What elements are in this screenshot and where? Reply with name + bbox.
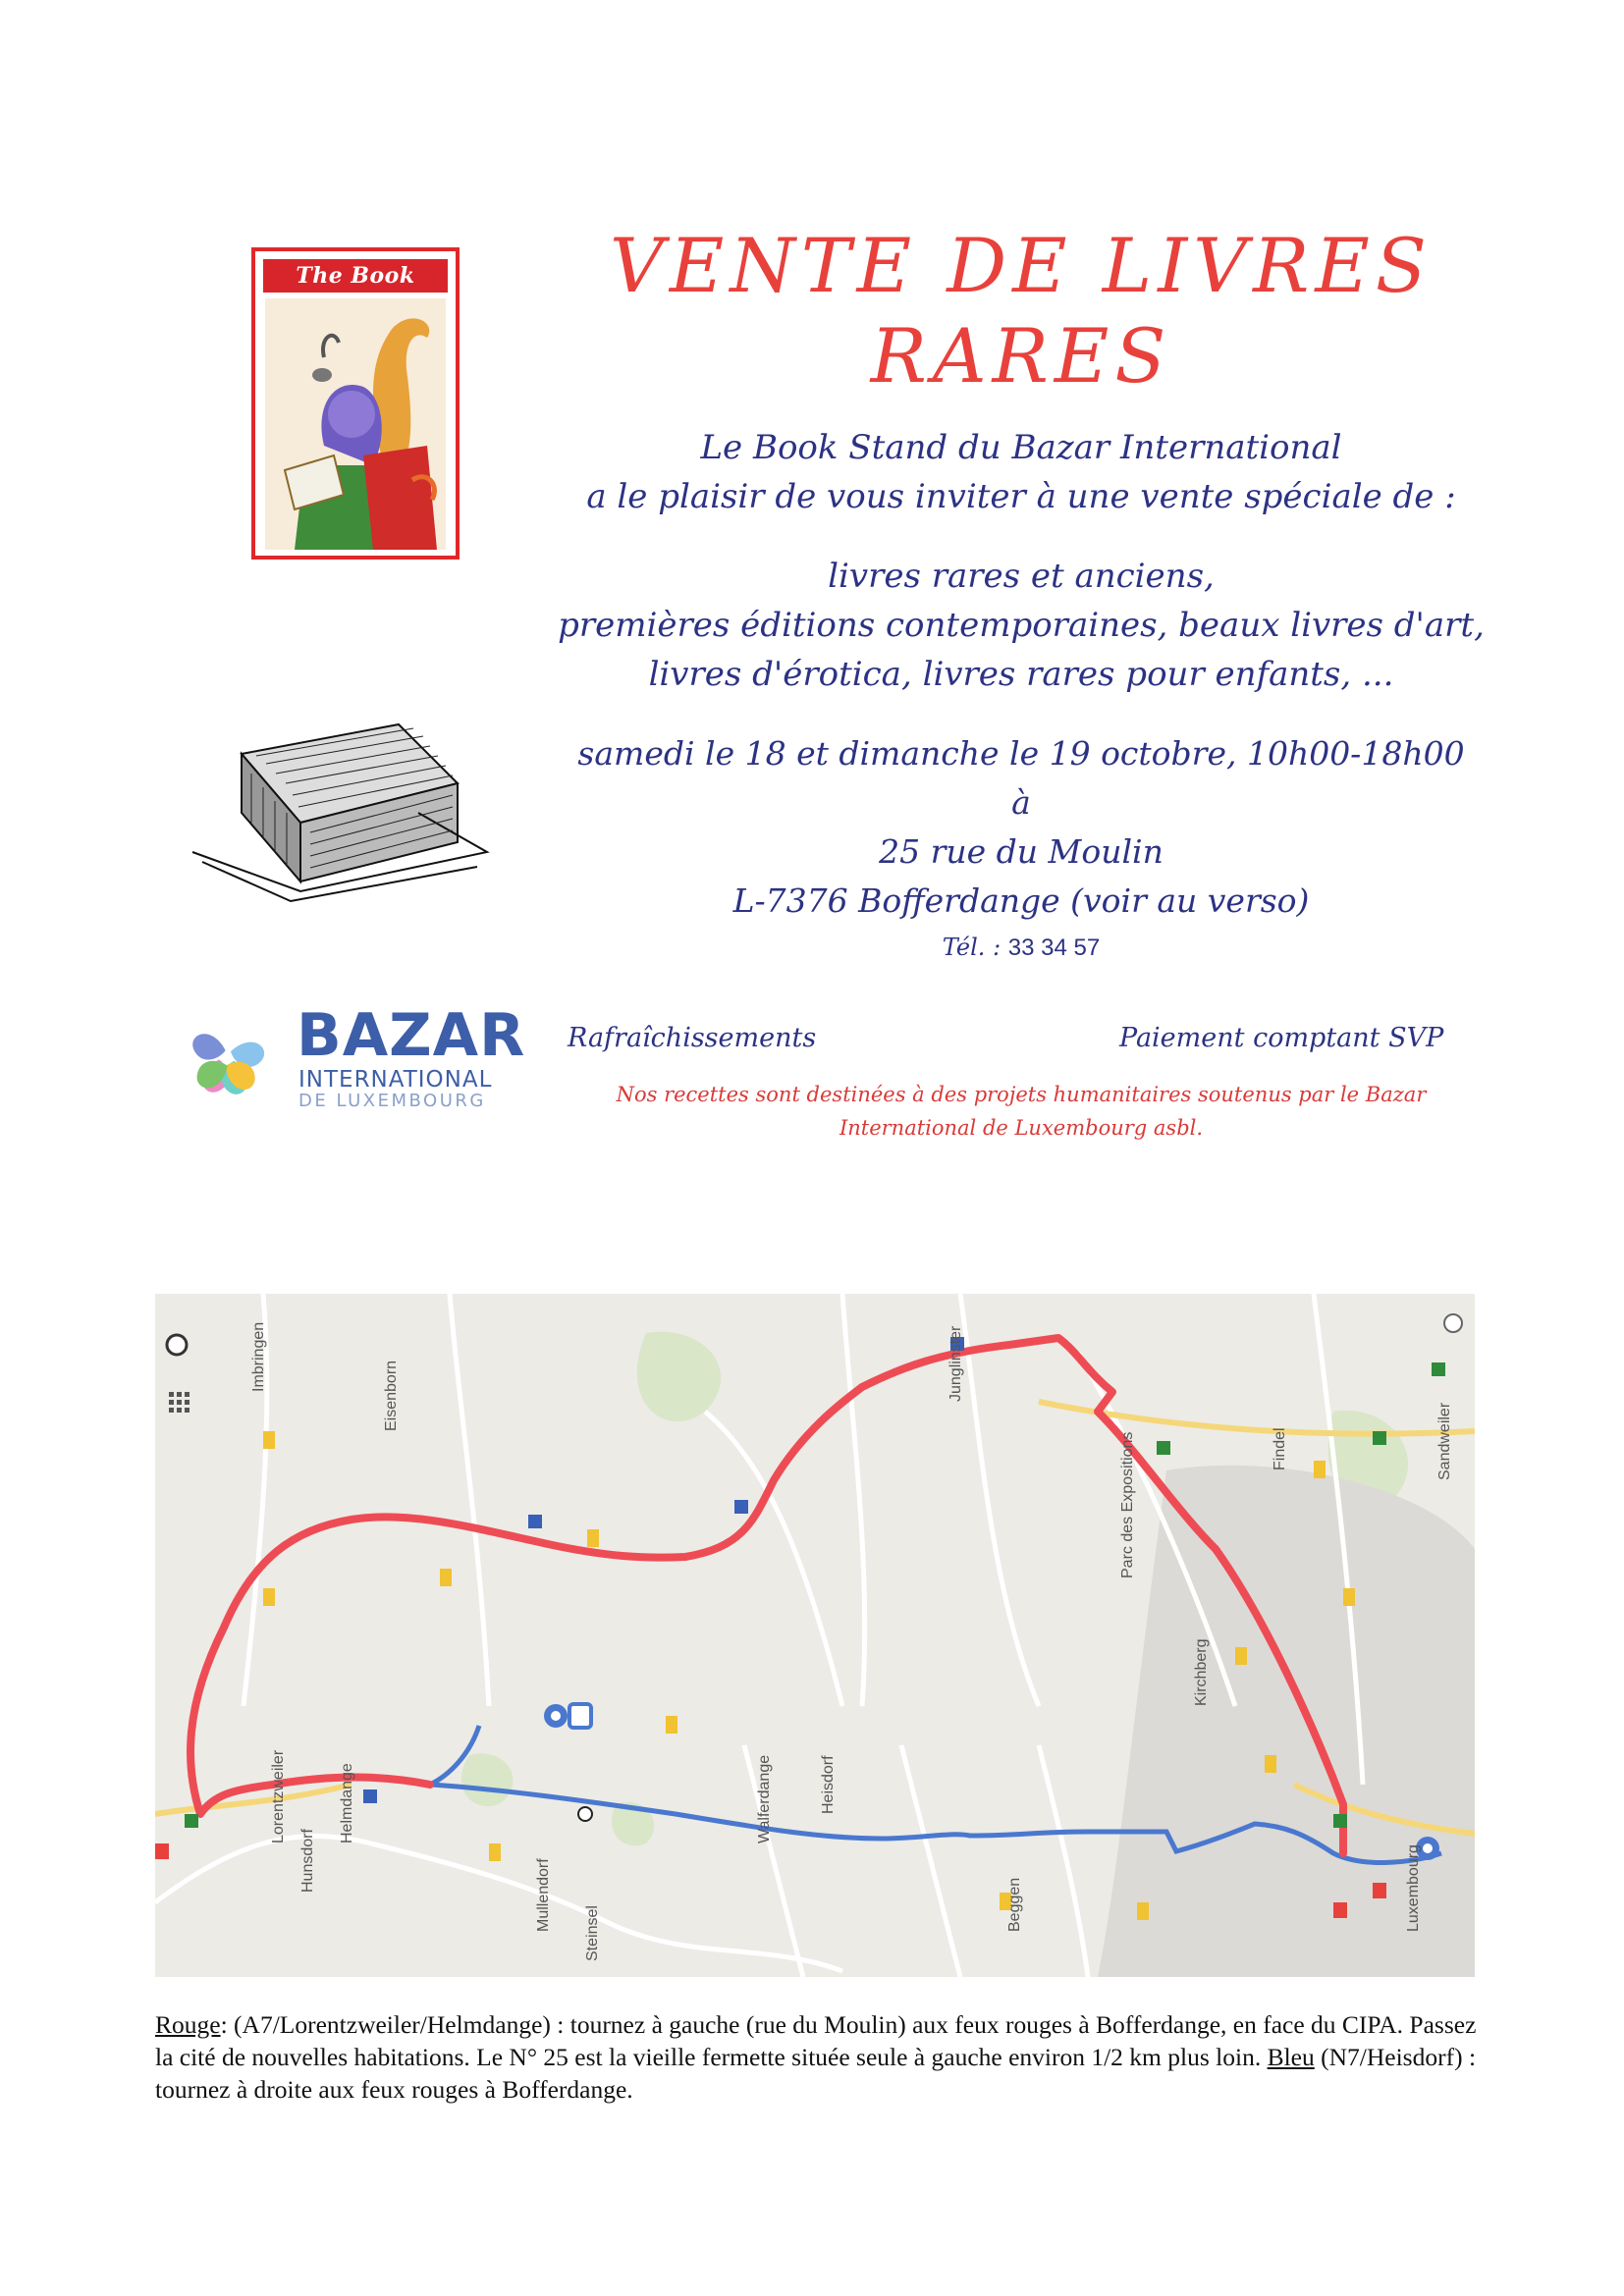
event-street: 25 rue du Moulin bbox=[879, 832, 1164, 871]
category-line-2: premières éditions contemporaines, beaux livres d'art, bbox=[558, 606, 1485, 645]
hearts-flower-icon bbox=[163, 999, 291, 1117]
directions-rouge-label: Rouge bbox=[155, 2010, 221, 2039]
map-label-steinsel: Steinsel bbox=[584, 1905, 601, 1961]
bazar-international-logo bbox=[163, 999, 526, 1117]
event-date: samedi le 18 et dimanche le 19 octobre, 10h00-18h00 bbox=[577, 734, 1465, 773]
bazar-logo-subtitle-2: DE LUXEMBOURG bbox=[298, 1091, 486, 1111]
payment-note: Paiement comptant SVP bbox=[1119, 1023, 1444, 1053]
directions-bleu-text: (N7/Heisdorf) : tournez à droite aux feux rouges à Bofferdange. bbox=[155, 2043, 1477, 2104]
event-at: à bbox=[1011, 783, 1031, 822]
map-label-findel: Findel bbox=[1272, 1427, 1288, 1470]
map-label-luxembourg: Luxembourg bbox=[1405, 1844, 1422, 1932]
map-label-hunsdorf: Hunsdorf bbox=[299, 1829, 316, 1893]
invitation-line-1: Le Book Stand du Bazar International bbox=[700, 428, 1342, 467]
jester-reading-illustration bbox=[265, 298, 446, 550]
directions-bleu-label: Bleu bbox=[1267, 2043, 1315, 2071]
invitation-line-2: a le plaisir de vous inviter à une vente spéciale de : bbox=[586, 477, 1456, 516]
map-label-walferdange: Walferdange bbox=[756, 1754, 773, 1843]
category-line-3: livres d'érotica, livres rares pour enfants, ... bbox=[648, 655, 1394, 694]
bookstand-logo-label: The Book bbox=[263, 259, 448, 293]
bazar-logo-word: BAZAR bbox=[297, 1001, 526, 1070]
map-label-imbringen: Imbringen bbox=[250, 1321, 267, 1392]
category-line-1: livres rares et anciens, bbox=[828, 557, 1215, 596]
map-label-helmdange: Helmdange bbox=[339, 1763, 355, 1843]
map-label-junglinster: Junglinster bbox=[947, 1325, 964, 1402]
map-label-kirchberg: Kirchberg bbox=[1193, 1638, 1210, 1706]
proceeds-note-line-2: International de Luxembourg asbl. bbox=[839, 1116, 1204, 1140]
proceeds-note-line-1: Nos recettes sont destinées à des projets humanitaires soutenus par le Bazar bbox=[616, 1083, 1427, 1106]
telephone bbox=[550, 931, 1492, 965]
route-map-canvas bbox=[155, 1294, 1475, 1977]
telephone-label: Tél. : bbox=[942, 934, 1001, 961]
title-line-2: RARES bbox=[870, 312, 1172, 400]
bazar-logo-subtitle-1: INTERNATIONAL bbox=[298, 1067, 493, 1093]
directions-text bbox=[155, 2008, 1481, 2106]
event-city: L-7376 Bofferdange (voir au verso) bbox=[732, 881, 1310, 920]
telephone-number: 33 34 57 bbox=[1007, 934, 1101, 961]
map-label-sandweiler: Sandweiler bbox=[1436, 1402, 1453, 1480]
map-label-heisdorf: Heisdorf bbox=[820, 1755, 837, 1814]
map-label-mullendorf: Mullendorf bbox=[535, 1858, 552, 1932]
route-map[interactable] bbox=[155, 1294, 1475, 1977]
bookstand-logo bbox=[251, 247, 460, 560]
directions-rouge-text: : (A7/Lorentzweiler/Helmdange) : tournez à gauche (rue du Moulin) aux feux rouges à Bofferdange, en face du CIPA. Passez la cité de nouvelles habitations. Le N° 25 est la vieille fermette située seule à gauche environ 1/2 km plus loin. bbox=[155, 2010, 1477, 2071]
map-label-lorentzweiler: Lorentzweiler bbox=[270, 1749, 287, 1843]
refreshments-note: Rafraîchissements bbox=[568, 1023, 817, 1053]
map-label-eisenborn: Eisenborn bbox=[383, 1360, 400, 1431]
map-label-parc-des-expositions: Parc des Expositions bbox=[1119, 1431, 1136, 1578]
title-line-1: VENTE DE LIVRES bbox=[610, 222, 1433, 309]
book-engraving-illustration bbox=[173, 705, 495, 913]
map-label-beggen: Beggen bbox=[1006, 1877, 1023, 1932]
grid-icon bbox=[169, 1392, 189, 1413]
